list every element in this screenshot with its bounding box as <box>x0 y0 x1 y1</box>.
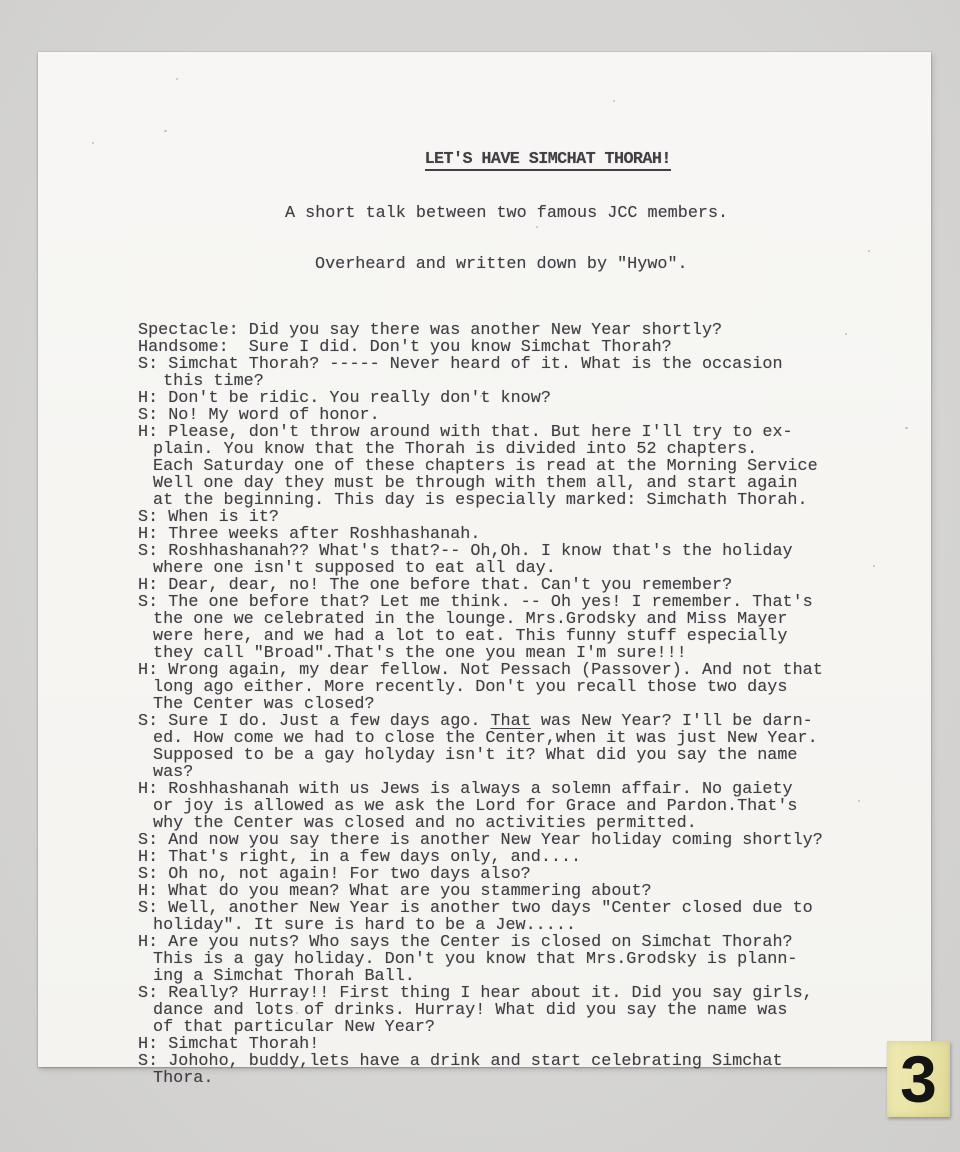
dialogue-entry <box>138 662 931 713</box>
speaker-label: H: <box>138 780 169 799</box>
dialogue-line: Spectacle: Did you say there was another New Year shortly? <box>138 321 723 340</box>
dialogue-line: H: Three weeks after Roshhashanah. <box>138 525 481 544</box>
dialogue-line: S: Really? Hurray!! First thing I hear about it. Did you say girls, <box>138 984 813 1003</box>
speaker-label: Spectacle: <box>138 321 249 340</box>
dialogue-entry <box>138 322 931 339</box>
dialogue-line: S: When is it? <box>138 508 279 527</box>
scan-speck <box>92 142 94 144</box>
speaker-label: S: <box>138 508 169 527</box>
dialogue-line: Handsome: Sure I did. Don't you know Simchat Thorah? <box>138 338 672 357</box>
dialogue-entry <box>138 509 931 526</box>
scan-speck <box>157 652 159 654</box>
document-page <box>38 52 931 1088</box>
speaker-label: S: <box>138 865 169 884</box>
dialogue-line: H: Please, don't throw around with that. But here I'll try to ex- <box>138 423 793 442</box>
speaker-label: H: <box>138 661 169 680</box>
dialogue-line: ed. How come we had to close the Center,when it was just New Year. <box>153 729 818 748</box>
underlined-word: That <box>490 712 531 731</box>
speaker-label: S: <box>138 984 169 1003</box>
dialogue-entry <box>138 866 931 883</box>
dialogue-line: H: Don't be ridic. You really don't know? <box>138 389 551 408</box>
dialogue-line: S: Oh no, not again! For two days also? <box>138 865 531 884</box>
dialogue-line: at the beginning. This day is especially marked: Simchath Thorah. <box>153 491 808 510</box>
scan-speck <box>176 78 178 80</box>
speaker-label: S: <box>138 593 169 612</box>
speaker-label: S: <box>138 899 169 918</box>
scan-speck <box>858 800 860 802</box>
dialogue-line: S: Well, another New Year is another two days "Center closed due to <box>138 899 813 918</box>
speaker-label: H: <box>138 882 169 901</box>
dialogue-line: H: Dear, dear, no! The one before that. Can't you remember? <box>138 576 733 595</box>
speaker-label: H: <box>138 525 169 544</box>
dialogue-entry <box>138 1036 931 1053</box>
dialogue-entry <box>138 832 931 849</box>
subtitle-line-2: Overheard and written down by "Hywo". <box>315 255 688 274</box>
dialogue-line: S: Johoho, buddy,lets have a drink and start celebrating Simchat <box>138 1052 783 1071</box>
dialogue-line: H: What do you mean? What are you stammering about? <box>138 882 652 901</box>
scan-speck <box>868 250 870 252</box>
dialogue-line: Supposed to be a gay holyday isn't it? What did you say the name <box>153 746 798 765</box>
dialogue-line: H: Simchat Thorah! <box>138 1035 320 1054</box>
dialogue-entry <box>138 339 931 356</box>
dialogue-line: Thora. <box>153 1069 214 1088</box>
scan-speck <box>296 1012 298 1014</box>
dialogue-entry <box>138 883 931 900</box>
dialogue-entry <box>138 594 931 662</box>
dialogue-line: was? <box>153 763 194 782</box>
dialogue-line: or joy is allowed as we ask the Lord for Grace and Pardon.That's <box>153 797 798 816</box>
speaker-label: H: <box>138 389 169 408</box>
speaker-label: S: <box>138 406 169 425</box>
dialogue-line: they call "Broad".That's the one you mean I'm sure!!! <box>153 644 687 663</box>
dialogue-entry <box>138 356 931 390</box>
speaker-label: Handsome: <box>138 338 239 357</box>
speaker-label: S: <box>138 1052 169 1071</box>
dialogue-entry <box>138 424 931 509</box>
dialogue-line: where one isn't supposed to eat all day. <box>153 559 556 578</box>
scan-speck <box>655 988 657 990</box>
dialogue-entry <box>138 934 931 985</box>
dialogue-line: H: Wrong again, my dear fellow. Not Pessach (Passover). And not that <box>138 661 823 680</box>
dialogue-entry <box>138 1053 931 1087</box>
speaker-label: H: <box>138 1035 169 1054</box>
dialogue-line: Well one day they must be through with them all, and start again <box>153 474 798 493</box>
speaker-label: S: <box>138 831 169 850</box>
scan-speck <box>845 333 847 335</box>
dialogue-entry <box>138 985 931 1036</box>
dialogue-line: Each Saturday one of these chapters is read at the Morning Service <box>153 457 818 476</box>
dialogue-line: long ago either. More recently. Don't you recall those two days <box>153 678 788 697</box>
dialogue-line: H: Are you nuts? Who says the Center is closed on Simchat Thorah? <box>138 933 793 952</box>
dialogue-line: S: The one before that? Let me think. -- Oh yes! I remember. That's <box>138 593 813 612</box>
scan-speck <box>480 395 482 397</box>
dialogue-transcript <box>138 322 931 1087</box>
dialogue-entry <box>138 849 931 866</box>
dialogue-line: the one we celebrated in the lounge. Mrs.Grodsky and Miss Mayer <box>153 610 788 629</box>
dialogue-line: The Center was closed? <box>153 695 375 714</box>
dialogue-entry <box>138 543 931 577</box>
scan-speck <box>613 100 615 102</box>
dialogue-entry <box>138 577 931 594</box>
dialogue-line: ing a Simchat Thorah Ball. <box>153 967 415 986</box>
subtitle-line-1: A short talk between two famous JCC members. <box>285 204 729 223</box>
dialogue-entry <box>138 713 931 781</box>
dialogue-line: S: No! My word of honor. <box>138 406 380 425</box>
page-title-text: LET'S HAVE SIMCHAT THORAH! <box>424 150 671 169</box>
dialogue-line: dance and lots of drinks. Hurray! What did you say the name was <box>153 1001 788 1020</box>
dialogue-line: why the Center was closed and no activities permitted. <box>153 814 697 833</box>
dialogue-entry <box>138 781 931 832</box>
dialogue-entry <box>138 900 931 934</box>
dialogue-line: holiday". It sure is hard to be a Jew..... <box>153 916 576 935</box>
dialogue-line: S: Roshhashanah?? What's that?-- Oh,Oh. I know that's the holiday <box>138 542 793 561</box>
dialogue-line: S: Sure I do. Just a few days ago. That was New Year? I'll be darn- <box>138 712 813 731</box>
dialogue-line: This is a gay holiday. Don't you know that Mrs.Grodsky is plann- <box>153 950 798 969</box>
speaker-label: S: <box>138 542 169 561</box>
page-title <box>344 134 931 169</box>
dialogue-line: H: Roshhashanah with us Jews is always a solemn affair. No gaiety <box>138 780 793 799</box>
speaker-label: S: <box>138 712 169 731</box>
dialogue-line: were here, and we had a lot to eat. This funny stuff especially <box>153 627 788 646</box>
dialogue-line: of that particular New Year? <box>153 1018 435 1037</box>
scan-speck <box>164 130 167 132</box>
dialogue-line: S: And now you say there is another New Year holiday coming shortly? <box>138 831 823 850</box>
dialogue-entry <box>138 526 931 543</box>
typewritten-text <box>38 52 931 1121</box>
speaker-label: H: <box>138 423 169 442</box>
dialogue-line: S: Simchat Thorah? ----- Never heard of it. What is the occasion <box>138 355 783 374</box>
dialogue-line: this time? <box>153 372 264 391</box>
speaker-label: H: <box>138 576 169 595</box>
dialogue-line: H: That's right, in a few days only, and.... <box>138 848 582 867</box>
scan-speck <box>905 427 908 429</box>
speaker-label: H: <box>138 933 169 952</box>
scan-speck <box>873 565 875 567</box>
dialogue-entry <box>138 407 931 424</box>
scan-speck <box>536 226 538 228</box>
dialogue-entry <box>138 390 931 407</box>
speaker-label: H: <box>138 848 169 867</box>
dialogue-line: plain. You know that the Thorah is divided into 52 chapters. <box>153 440 758 459</box>
page-number-tag: 3 <box>887 1041 950 1117</box>
speaker-label: S: <box>138 355 169 374</box>
